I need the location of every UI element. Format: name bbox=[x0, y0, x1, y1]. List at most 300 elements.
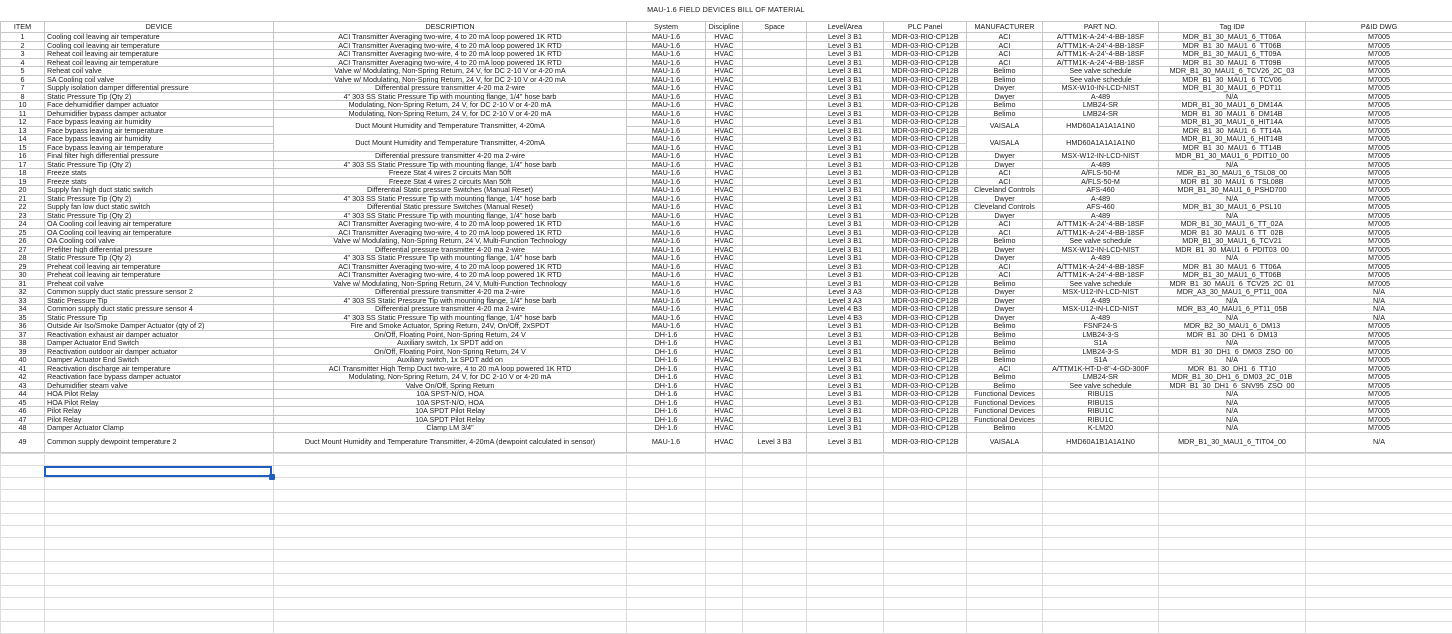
table-cell[interactable]: Face bypass leaving air temperature bbox=[45, 126, 274, 135]
table-cell[interactable]: MAU-1.6 bbox=[627, 237, 706, 246]
table-cell[interactable]: Valve On/Off, Spring Return bbox=[274, 381, 627, 390]
table-cell[interactable]: Level 3 B1 bbox=[807, 245, 884, 254]
table-cell[interactable]: M7005 bbox=[1306, 211, 1452, 220]
table-cell[interactable]: Level 3 B1 bbox=[807, 237, 884, 246]
table-cell[interactable]: DH-1.6 bbox=[627, 424, 706, 433]
table-cell[interactable]: 45 bbox=[1, 398, 45, 407]
table-cell[interactable]: A-489 bbox=[1043, 296, 1159, 305]
table-cell[interactable]: Dwyer bbox=[967, 84, 1043, 93]
selected-cell[interactable] bbox=[44, 466, 272, 477]
table-cell[interactable]: Supply fan high duct static switch bbox=[45, 186, 274, 195]
table-cell[interactable]: Static Pressure Tip bbox=[45, 313, 274, 322]
table-cell[interactable]: HMD60A1A1A1A1N0 bbox=[1043, 118, 1159, 135]
table-cell[interactable]: Differential pressure transmitter 4-20 ma 2-wire bbox=[274, 288, 627, 297]
table-cell[interactable] bbox=[743, 262, 807, 271]
table-cell[interactable]: HVAC bbox=[706, 390, 743, 399]
table-cell[interactable]: Level 3 B1 bbox=[807, 262, 884, 271]
table-cell[interactable]: M7005 bbox=[1306, 203, 1452, 212]
table-cell[interactable]: 48 bbox=[1, 424, 45, 433]
column-header[interactable]: Level/Area bbox=[807, 22, 884, 33]
table-cell[interactable]: Level 3 B1 bbox=[807, 279, 884, 288]
table-cell[interactable]: Static Pressure Tip (Qty 2) bbox=[45, 194, 274, 203]
table-cell[interactable]: LMB24-SR bbox=[1043, 101, 1159, 110]
table-cell[interactable]: HVAC bbox=[706, 50, 743, 59]
table-cell[interactable]: MDR_B1_30_DH1_6_DM13 bbox=[1159, 330, 1306, 339]
table-cell[interactable] bbox=[743, 305, 807, 314]
table-cell[interactable]: 23 bbox=[1, 211, 45, 220]
table-cell[interactable]: M7005 bbox=[1306, 415, 1452, 424]
table-cell[interactable]: Static Pressure Tip bbox=[45, 296, 274, 305]
table-cell[interactable]: 11 bbox=[1, 109, 45, 118]
table-cell[interactable]: 4" 303 SS Static Pressure Tip with mounting flange, 1/4" hose barb bbox=[274, 296, 627, 305]
table-cell[interactable]: DH-1.6 bbox=[627, 398, 706, 407]
table-cell[interactable]: 16 bbox=[1, 152, 45, 161]
table-cell[interactable]: Level 3 B1 bbox=[807, 186, 884, 195]
table-cell[interactable]: M7005 bbox=[1306, 373, 1452, 382]
table-cell[interactable]: 10 bbox=[1, 101, 45, 110]
table-cell[interactable]: MDR-03-RIO-CP12B bbox=[884, 237, 967, 246]
table-cell[interactable]: ACI Transmitter Averaging two-wire, 4 to 20 mA loop powered 1K RTD bbox=[274, 271, 627, 280]
table-cell[interactable] bbox=[743, 160, 807, 169]
table-cell[interactable]: HVAC bbox=[706, 330, 743, 339]
table-cell[interactable] bbox=[743, 194, 807, 203]
table-cell[interactable] bbox=[743, 237, 807, 246]
table-cell[interactable]: 4" 303 SS Static Pressure Tip with mounting flange, 1/4" hose barb bbox=[274, 313, 627, 322]
table-cell[interactable]: Level 3 B1 bbox=[807, 381, 884, 390]
table-cell[interactable]: Level 3 B1 bbox=[807, 135, 884, 144]
table-cell[interactable]: 20 bbox=[1, 186, 45, 195]
table-cell[interactable]: Belimo bbox=[967, 109, 1043, 118]
table-cell[interactable]: Belimo bbox=[967, 347, 1043, 356]
table-cell[interactable]: MDR_B1_30_MAU1_6_TT14B bbox=[1159, 143, 1306, 152]
table-cell[interactable] bbox=[743, 186, 807, 195]
table-cell[interactable]: Differential Static pressure Switches (Manual Reset) bbox=[274, 203, 627, 212]
table-cell[interactable]: Face bypass leaving air humidity bbox=[45, 118, 274, 127]
table-cell[interactable]: MDR-03-RIO-CP12B bbox=[884, 92, 967, 101]
table-cell[interactable]: MDR_B1_30_DH1_6_SNV95_ZSO_00 bbox=[1159, 381, 1306, 390]
table-cell[interactable]: M7005 bbox=[1306, 41, 1452, 50]
table-cell[interactable]: Dwyer bbox=[967, 288, 1043, 297]
table-cell[interactable]: Belimo bbox=[967, 101, 1043, 110]
table-cell[interactable]: See valve schedule bbox=[1043, 279, 1159, 288]
table-cell[interactable]: Level 3 B1 bbox=[807, 92, 884, 101]
table-cell[interactable]: HVAC bbox=[706, 152, 743, 161]
table-cell[interactable]: HVAC bbox=[706, 347, 743, 356]
table-cell[interactable]: MAU-1.6 bbox=[627, 254, 706, 263]
table-cell[interactable] bbox=[743, 398, 807, 407]
table-cell[interactable]: HVAC bbox=[706, 339, 743, 348]
table-cell[interactable]: Cooling coil leaving air temperature bbox=[45, 33, 274, 42]
table-cell[interactable]: 38 bbox=[1, 339, 45, 348]
table-cell[interactable]: M7005 bbox=[1306, 118, 1452, 127]
table-cell[interactable]: HVAC bbox=[706, 424, 743, 433]
table-cell[interactable]: ACI bbox=[967, 58, 1043, 67]
table-cell[interactable]: OA Cooling coil leaving air temperature bbox=[45, 220, 274, 229]
table-cell[interactable]: Outside Air Iso/Smoke Damper Actuator (qty of 2) bbox=[45, 322, 274, 331]
table-cell[interactable]: Level 3 B1 bbox=[807, 58, 884, 67]
table-cell[interactable]: Preheat coil leaving air temperature bbox=[45, 262, 274, 271]
table-cell[interactable]: MAU-1.6 bbox=[627, 169, 706, 178]
table-cell[interactable] bbox=[743, 296, 807, 305]
table-cell[interactable]: M7005 bbox=[1306, 186, 1452, 195]
table-cell[interactable]: M7005 bbox=[1306, 322, 1452, 331]
table-cell[interactable]: MDR-03-RIO-CP12B bbox=[884, 313, 967, 322]
table-cell[interactable]: Dwyer bbox=[967, 92, 1043, 101]
table-cell[interactable]: K-LM20 bbox=[1043, 424, 1159, 433]
table-cell[interactable]: ACI Transmitter Averaging two-wire, 4 to 20 mA loop powered 1K RTD bbox=[274, 33, 627, 42]
table-cell[interactable]: DH-1.6 bbox=[627, 415, 706, 424]
table-cell[interactable]: RIBU1S bbox=[1043, 398, 1159, 407]
table-cell[interactable]: MDR-03-RIO-CP12B bbox=[884, 254, 967, 263]
table-cell[interactable]: MDR_B1_30_MAU1_6_TT09A bbox=[1159, 50, 1306, 59]
table-cell[interactable]: 40 bbox=[1, 356, 45, 365]
table-cell[interactable]: Level 4 B3 bbox=[807, 305, 884, 314]
table-cell[interactable]: Final filter high differential pressure bbox=[45, 152, 274, 161]
table-cell[interactable]: Pilot Relay bbox=[45, 415, 274, 424]
table-cell[interactable]: M7005 bbox=[1306, 254, 1452, 263]
table-cell[interactable]: 30 bbox=[1, 271, 45, 280]
table-cell[interactable]: LMB24-SR bbox=[1043, 109, 1159, 118]
table-cell[interactable]: Level 3 B1 bbox=[807, 407, 884, 416]
table-cell[interactable]: Dwyer bbox=[967, 254, 1043, 263]
table-cell[interactable] bbox=[743, 356, 807, 365]
table-cell[interactable]: M7005 bbox=[1306, 390, 1452, 399]
table-cell[interactable]: M7005 bbox=[1306, 135, 1452, 144]
table-cell[interactable]: MDR_B1_30_DH1_6_DM03_2C_01B bbox=[1159, 373, 1306, 382]
table-cell[interactable]: MDR-03-RIO-CP12B bbox=[884, 194, 967, 203]
table-cell[interactable]: Level 3 B1 bbox=[807, 118, 884, 127]
column-header[interactable]: Space bbox=[743, 22, 807, 33]
table-cell[interactable]: MAU-1.6 bbox=[627, 152, 706, 161]
table-cell[interactable]: DH-1.6 bbox=[627, 407, 706, 416]
table-cell[interactable]: Dwyer bbox=[967, 194, 1043, 203]
table-cell[interactable]: MDR-03-RIO-CP12B bbox=[884, 118, 967, 127]
table-cell[interactable]: MDR-03-RIO-CP12B bbox=[884, 33, 967, 42]
table-cell[interactable] bbox=[743, 75, 807, 84]
table-cell[interactable]: N/A bbox=[1159, 313, 1306, 322]
table-cell[interactable]: MDR-03-RIO-CP12B bbox=[884, 356, 967, 365]
table-cell[interactable]: Level 3 B1 bbox=[807, 84, 884, 93]
table-cell[interactable]: 41 bbox=[1, 364, 45, 373]
table-cell[interactable]: Common supply duct static pressure sensor 2 bbox=[45, 288, 274, 297]
table-cell[interactable]: MDR-03-RIO-CP12B bbox=[884, 279, 967, 288]
table-cell[interactable]: MAU-1.6 bbox=[627, 432, 706, 452]
table-cell[interactable]: Differential pressure transmitter 4-20 ma 2-wire bbox=[274, 84, 627, 93]
table-cell[interactable] bbox=[743, 135, 807, 144]
table-cell[interactable]: Level 3 B1 bbox=[807, 254, 884, 263]
table-cell[interactable]: MDR-03-RIO-CP12B bbox=[884, 398, 967, 407]
table-cell[interactable]: MAU-1.6 bbox=[627, 177, 706, 186]
table-cell[interactable]: HVAC bbox=[706, 135, 743, 144]
table-cell[interactable]: Cleveland Controls bbox=[967, 203, 1043, 212]
table-cell[interactable]: Supply isolation damper differential pressure bbox=[45, 84, 274, 93]
table-cell[interactable]: 19 bbox=[1, 177, 45, 186]
table-cell[interactable]: 8 bbox=[1, 92, 45, 101]
table-cell[interactable]: MAU-1.6 bbox=[627, 220, 706, 229]
table-cell[interactable] bbox=[743, 177, 807, 186]
table-cell[interactable]: Belimo bbox=[967, 322, 1043, 331]
table-cell[interactable]: M7005 bbox=[1306, 424, 1452, 433]
table-cell[interactable]: Reactivation exhaust air damper actuator bbox=[45, 330, 274, 339]
table-cell[interactable]: Modulating, Non-Spring Return, 24 V, for DC 2-10 V or 4-20 mA bbox=[274, 101, 627, 110]
table-cell[interactable]: Belimo bbox=[967, 339, 1043, 348]
table-cell[interactable]: SA Cooling coil valve bbox=[45, 75, 274, 84]
table-cell[interactable]: HVAC bbox=[706, 118, 743, 127]
table-cell[interactable]: Level 3 B1 bbox=[807, 67, 884, 76]
table-cell[interactable]: S1A bbox=[1043, 339, 1159, 348]
table-cell[interactable]: 42 bbox=[1, 373, 45, 382]
table-cell[interactable]: 49 bbox=[1, 432, 45, 452]
table-cell[interactable]: Level 3 B1 bbox=[807, 330, 884, 339]
table-cell[interactable]: MDR-03-RIO-CP12B bbox=[884, 339, 967, 348]
table-cell[interactable]: A-489 bbox=[1043, 194, 1159, 203]
table-cell[interactable]: MDR_B2_30_MAU1_6_DM13 bbox=[1159, 322, 1306, 331]
table-cell[interactable]: Level 3 B1 bbox=[807, 160, 884, 169]
table-cell[interactable]: Differential pressure transmitter 4-20 ma 2-wire bbox=[274, 305, 627, 314]
table-cell[interactable]: 10A SPDT Pilot Relay bbox=[274, 415, 627, 424]
table-cell[interactable]: MDR-03-RIO-CP12B bbox=[884, 305, 967, 314]
table-cell[interactable]: Static Pressure Tip (Qty 2) bbox=[45, 92, 274, 101]
table-cell[interactable] bbox=[743, 245, 807, 254]
table-cell[interactable]: 1 bbox=[1, 33, 45, 42]
table-cell[interactable]: MAU-1.6 bbox=[627, 288, 706, 297]
table-cell[interactable]: MDR_B1_30_MAU1_6_TIT04_00 bbox=[1159, 432, 1306, 452]
table-cell[interactable]: M7005 bbox=[1306, 364, 1452, 373]
table-cell[interactable]: 28 bbox=[1, 254, 45, 263]
table-cell[interactable]: N/A bbox=[1159, 390, 1306, 399]
table-cell[interactable]: See valve schedule bbox=[1043, 237, 1159, 246]
table-cell[interactable]: Reheat coil leaving air temperature bbox=[45, 58, 274, 67]
table-cell[interactable]: 13 bbox=[1, 126, 45, 135]
table-cell[interactable]: M7005 bbox=[1306, 356, 1452, 365]
table-cell[interactable]: HVAC bbox=[706, 143, 743, 152]
table-cell[interactable]: DH-1.6 bbox=[627, 356, 706, 365]
table-cell[interactable]: N/A bbox=[1159, 424, 1306, 433]
table-cell[interactable]: FSNF24-S bbox=[1043, 322, 1159, 331]
table-cell[interactable]: Clamp LM 3/4" bbox=[274, 424, 627, 433]
table-cell[interactable]: HVAC bbox=[706, 211, 743, 220]
table-cell[interactable]: Freeze Stat 4 wires 2 circuits Man 50ft bbox=[274, 169, 627, 178]
table-cell[interactable]: MDR_B1_30_MAU1_6_TCV21 bbox=[1159, 237, 1306, 246]
table-cell[interactable]: MDR_B1_30_MAU1_6_DM14A bbox=[1159, 101, 1306, 110]
table-cell[interactable]: 29 bbox=[1, 262, 45, 271]
table-cell[interactable]: DH-1.6 bbox=[627, 364, 706, 373]
table-cell[interactable]: MAU-1.6 bbox=[627, 135, 706, 144]
table-cell[interactable]: Functional Devices bbox=[967, 390, 1043, 399]
table-cell[interactable]: MDR-03-RIO-CP12B bbox=[884, 415, 967, 424]
table-cell[interactable]: MAU-1.6 bbox=[627, 194, 706, 203]
table-cell[interactable]: MDR_B1_30_MAU1_6_TT06B bbox=[1159, 41, 1306, 50]
table-cell[interactable]: MDR_B1_30_MAU1_6_TT06A bbox=[1159, 262, 1306, 271]
table-cell[interactable]: DH-1.6 bbox=[627, 390, 706, 399]
table-cell[interactable]: Belimo bbox=[967, 279, 1043, 288]
table-cell[interactable]: MDR-03-RIO-CP12B bbox=[884, 177, 967, 186]
table-cell[interactable]: 4" 303 SS Static Pressure Tip with mounting flange, 1/4" hose barb bbox=[274, 254, 627, 263]
table-cell[interactable]: AFS-460 bbox=[1043, 186, 1159, 195]
table-cell[interactable] bbox=[743, 67, 807, 76]
table-cell[interactable]: DH-1.6 bbox=[627, 381, 706, 390]
table-cell[interactable]: Duct Mount Humidity and Temperature Transmitter, 4-20mA (dewpoint calculated in sensor) bbox=[274, 432, 627, 452]
table-cell[interactable]: A/TTM1K-A-24'-4-BB-18SF bbox=[1043, 33, 1159, 42]
table-cell[interactable]: MSX-W12-IN-LCD-NIST bbox=[1043, 152, 1159, 161]
table-cell[interactable]: ACI Transmitter Averaging two-wire, 4 to 20 mA loop powered 1K RTD bbox=[274, 50, 627, 59]
table-cell[interactable]: Level 3 B1 bbox=[807, 101, 884, 110]
table-cell[interactable]: Belimo bbox=[967, 373, 1043, 382]
table-cell[interactable]: HVAC bbox=[706, 58, 743, 67]
table-cell[interactable]: MAU-1.6 bbox=[627, 271, 706, 280]
table-cell[interactable]: MDR-03-RIO-CP12B bbox=[884, 169, 967, 178]
table-cell[interactable]: Level 3 B1 bbox=[807, 398, 884, 407]
table-cell[interactable]: Level 4 B3 bbox=[807, 313, 884, 322]
table-cell[interactable]: 21 bbox=[1, 194, 45, 203]
table-cell[interactable]: LMB24-3-S bbox=[1043, 330, 1159, 339]
table-cell[interactable]: MDR_B1_30_MAU1_6_TT06A bbox=[1159, 33, 1306, 42]
table-cell[interactable] bbox=[743, 126, 807, 135]
table-cell[interactable]: 4" 303 SS Static Pressure Tip with mounting flange, 1/4" hose barb bbox=[274, 194, 627, 203]
table-cell[interactable] bbox=[743, 33, 807, 42]
table-cell[interactable]: Level 3 B1 bbox=[807, 228, 884, 237]
table-cell[interactable]: HVAC bbox=[706, 126, 743, 135]
table-cell[interactable]: M7005 bbox=[1306, 271, 1452, 280]
table-cell[interactable]: MDR-03-RIO-CP12B bbox=[884, 143, 967, 152]
table-cell[interactable]: Level 3 B1 bbox=[807, 432, 884, 452]
table-cell[interactable]: Modulating, Non-Spring Return, 24 V, for DC 2-10 V or 4-20 mA bbox=[274, 109, 627, 118]
table-cell[interactable]: HOA Pilot Relay bbox=[45, 390, 274, 399]
table-cell[interactable]: MAU-1.6 bbox=[627, 143, 706, 152]
table-cell[interactable]: Differential Static pressure Switches (Manual Reset) bbox=[274, 186, 627, 195]
table-cell[interactable]: N/A bbox=[1159, 415, 1306, 424]
table-cell[interactable]: N/A bbox=[1159, 356, 1306, 365]
table-cell[interactable]: M7005 bbox=[1306, 75, 1452, 84]
table-cell[interactable]: Prefilter high differential pressure bbox=[45, 245, 274, 254]
table-cell[interactable]: Static Pressure Tip (Qty 2) bbox=[45, 254, 274, 263]
table-cell[interactable]: HVAC bbox=[706, 194, 743, 203]
table-cell[interactable] bbox=[743, 118, 807, 127]
table-cell[interactable]: 6 bbox=[1, 75, 45, 84]
table-cell[interactable]: MDR-03-RIO-CP12B bbox=[884, 373, 967, 382]
table-cell[interactable]: Reactivation face bypass damper actuator bbox=[45, 373, 274, 382]
table-cell[interactable]: ACI bbox=[967, 177, 1043, 186]
table-cell[interactable]: M7005 bbox=[1306, 84, 1452, 93]
table-cell[interactable]: MAU-1.6 bbox=[627, 67, 706, 76]
table-cell[interactable]: 44 bbox=[1, 390, 45, 399]
table-cell[interactable]: ACI Transmitter Averaging two-wire, 4 to 20 mA loop powered 1K RTD bbox=[274, 41, 627, 50]
table-cell[interactable]: HVAC bbox=[706, 220, 743, 229]
table-cell[interactable]: Dehumidifier bypass damper actuator bbox=[45, 109, 274, 118]
table-cell[interactable]: MAU-1.6 bbox=[627, 41, 706, 50]
table-cell[interactable]: MAU-1.6 bbox=[627, 279, 706, 288]
table-cell[interactable]: MAU-1.6 bbox=[627, 50, 706, 59]
table-cell[interactable]: MDR-03-RIO-CP12B bbox=[884, 424, 967, 433]
table-cell[interactable]: HVAC bbox=[706, 313, 743, 322]
table-cell[interactable]: M7005 bbox=[1306, 101, 1452, 110]
table-cell[interactable]: HVAC bbox=[706, 262, 743, 271]
table-cell[interactable]: MDR-03-RIO-CP12B bbox=[884, 330, 967, 339]
table-cell[interactable]: Dwyer bbox=[967, 152, 1043, 161]
table-cell[interactable]: M7005 bbox=[1306, 109, 1452, 118]
table-cell[interactable]: Common supply duct static pressure sensor 4 bbox=[45, 305, 274, 314]
table-cell[interactable] bbox=[743, 288, 807, 297]
table-cell[interactable]: DH-1.6 bbox=[627, 330, 706, 339]
table-cell[interactable] bbox=[743, 169, 807, 178]
table-cell[interactable]: HVAC bbox=[706, 305, 743, 314]
table-cell[interactable]: MDR_B1_30_MAU1_6_TT_02A bbox=[1159, 220, 1306, 229]
table-cell[interactable]: M7005 bbox=[1306, 279, 1452, 288]
table-cell[interactable]: Auxiliary switch, 1x SPDT add on bbox=[274, 339, 627, 348]
table-cell[interactable] bbox=[743, 347, 807, 356]
table-cell[interactable]: MAU-1.6 bbox=[627, 245, 706, 254]
table-cell[interactable]: MDR-03-RIO-CP12B bbox=[884, 109, 967, 118]
table-cell[interactable]: MDR_B1_30_MAU1_6_TT06B bbox=[1159, 271, 1306, 280]
table-cell[interactable]: HVAC bbox=[706, 254, 743, 263]
table-cell[interactable]: ACI bbox=[967, 271, 1043, 280]
table-cell[interactable]: 18 bbox=[1, 169, 45, 178]
table-cell[interactable]: MAU-1.6 bbox=[627, 313, 706, 322]
table-cell[interactable]: See valve schedule bbox=[1043, 75, 1159, 84]
table-cell[interactable] bbox=[743, 364, 807, 373]
table-cell[interactable]: M7005 bbox=[1306, 177, 1452, 186]
table-cell[interactable]: Duct Mount Humidity and Temperature Transmitter, 4-20mA bbox=[274, 118, 627, 135]
table-cell[interactable]: MDR-03-RIO-CP12B bbox=[884, 407, 967, 416]
table-cell[interactable]: MDR-03-RIO-CP12B bbox=[884, 390, 967, 399]
table-cell[interactable]: ACI Transmitter Averaging two-wire, 4 to 20 mA loop powered 1K RTD bbox=[274, 58, 627, 67]
table-cell[interactable]: N/A bbox=[1306, 288, 1452, 297]
table-cell[interactable]: 10A SPST-N/O, HOA bbox=[274, 398, 627, 407]
table-cell[interactable]: Freeze stats bbox=[45, 169, 274, 178]
table-cell[interactable]: Level 3 B1 bbox=[807, 50, 884, 59]
table-cell[interactable]: M7005 bbox=[1306, 194, 1452, 203]
table-cell[interactable]: ACI bbox=[967, 220, 1043, 229]
table-cell[interactable]: MDR-03-RIO-CP12B bbox=[884, 228, 967, 237]
table-cell[interactable]: Level 3 B1 bbox=[807, 415, 884, 424]
table-cell[interactable]: Functional Devices bbox=[967, 398, 1043, 407]
table-cell[interactable]: MDR_B1_30_MAU1_6_TSL08_00 bbox=[1159, 169, 1306, 178]
table-cell[interactable]: 15 bbox=[1, 143, 45, 152]
table-cell[interactable]: Dwyer bbox=[967, 305, 1043, 314]
table-cell[interactable]: Dwyer bbox=[967, 245, 1043, 254]
table-cell[interactable]: 26 bbox=[1, 237, 45, 246]
table-cell[interactable]: HVAC bbox=[706, 92, 743, 101]
table-cell[interactable]: Level 3 B1 bbox=[807, 220, 884, 229]
table-cell[interactable]: Dehumidifier steam valve bbox=[45, 381, 274, 390]
table-cell[interactable]: HVAC bbox=[706, 84, 743, 93]
table-cell[interactable]: ACI bbox=[967, 41, 1043, 50]
table-cell[interactable]: N/A bbox=[1159, 398, 1306, 407]
table-cell[interactable]: Level 3 B1 bbox=[807, 322, 884, 331]
table-cell[interactable]: 10A SPST-N/O, HOA bbox=[274, 390, 627, 399]
table-cell[interactable]: 32 bbox=[1, 288, 45, 297]
table-cell[interactable]: MDR_B1_30_MAU1_6_DM14B bbox=[1159, 109, 1306, 118]
table-cell[interactable]: MDR_B1_30_DH1_6_DM03_ZSO_00 bbox=[1159, 347, 1306, 356]
table-cell[interactable]: Level 3 B1 bbox=[807, 271, 884, 280]
table-cell[interactable]: MAU-1.6 bbox=[627, 101, 706, 110]
table-cell[interactable]: HVAC bbox=[706, 407, 743, 416]
table-cell[interactable]: ACI bbox=[967, 228, 1043, 237]
table-cell[interactable]: RIBU1C bbox=[1043, 415, 1159, 424]
table-cell[interactable]: HVAC bbox=[706, 160, 743, 169]
table-cell[interactable]: Level 3 B1 bbox=[807, 194, 884, 203]
table-cell[interactable]: 35 bbox=[1, 313, 45, 322]
table-cell[interactable]: M7005 bbox=[1306, 50, 1452, 59]
table-cell[interactable]: MAU-1.6 bbox=[627, 109, 706, 118]
table-cell[interactable]: Belimo bbox=[967, 330, 1043, 339]
table-cell[interactable]: HVAC bbox=[706, 186, 743, 195]
table-cell[interactable]: N/A bbox=[1306, 305, 1452, 314]
table-cell[interactable]: MAU-1.6 bbox=[627, 203, 706, 212]
table-cell[interactable]: Common supply dewpoint temperature 2 bbox=[45, 432, 274, 452]
table-cell[interactable]: Freeze stats bbox=[45, 177, 274, 186]
table-cell[interactable]: Level 3 B1 bbox=[807, 339, 884, 348]
